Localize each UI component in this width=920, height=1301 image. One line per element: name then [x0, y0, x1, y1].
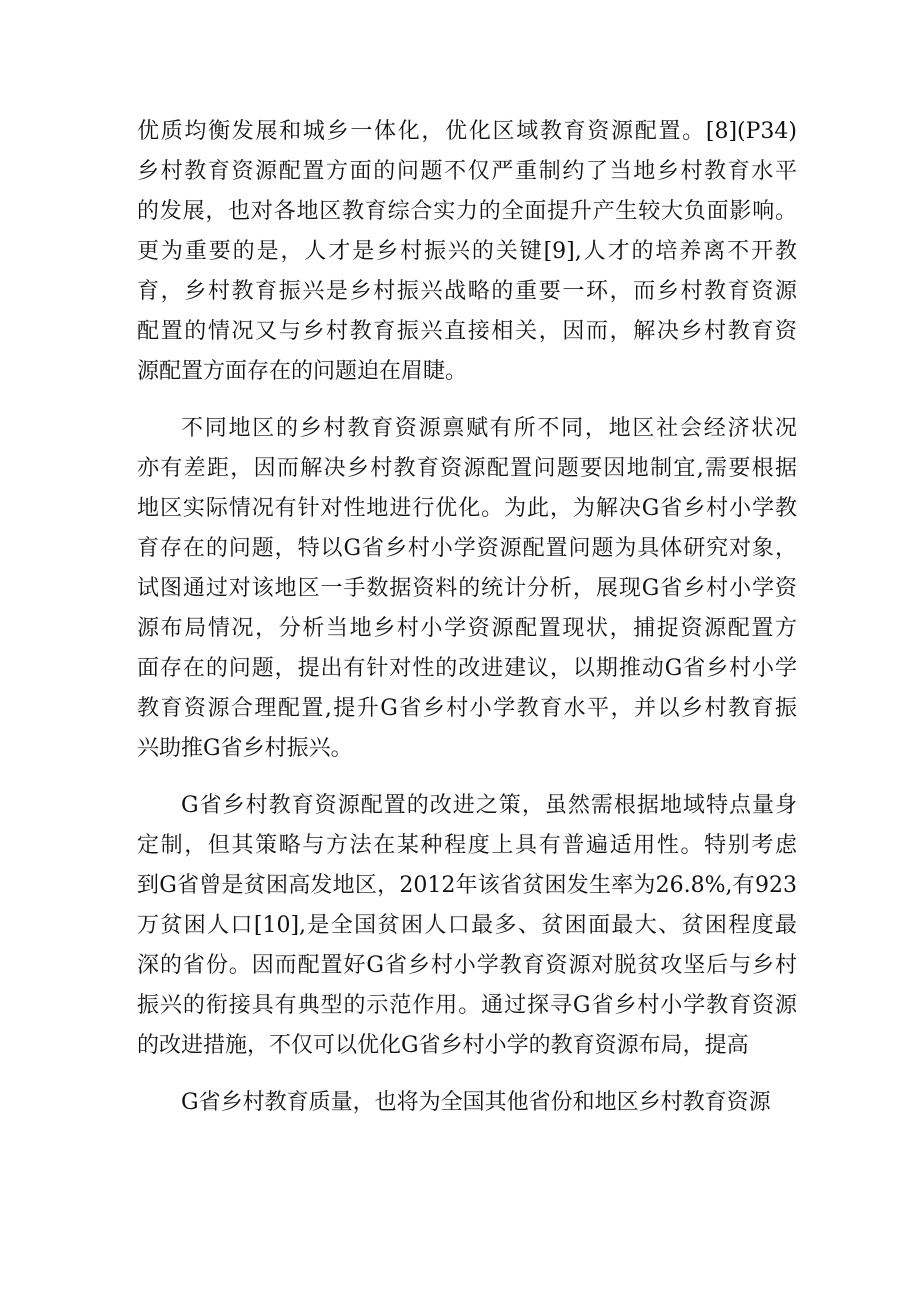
paragraph-3: [137, 786, 797, 1066]
paragraph-2: [137, 409, 797, 769]
paragraph-1-line-4: 更为重要的是，人才是乡村振兴的关键[9],人才的培养离不开教: [137, 239, 797, 264]
paragraph-2-line-9: 兴助推G省乡村振兴。: [137, 736, 353, 761]
paragraph-3-line-5: 深的省份。因而配置好G省乡村小学教育资源对脱贫攻坚后与乡村: [137, 953, 797, 978]
body-text: [137, 112, 797, 1123]
paragraph-4-line-1: G省乡村教育质量，也将为全国其他省份和地区乡村教育资源: [181, 1090, 771, 1115]
paragraph-2-line-8: 教育资源合理配置,提升G省乡村小学教育水平，并以乡村教育振: [137, 696, 797, 721]
paragraph-3-line-2: 定制，但其策略与方法在某种程度上具有普遍适用性。特别考虑: [137, 833, 797, 858]
paragraph-2-line-6: 源布局情况，分析当地乡村小学资源配置现状，捕捉资源配置方: [137, 616, 797, 641]
paragraph-1: [137, 112, 797, 392]
paragraph-1-line-6: 配置的情况又与乡村教育振兴直接相关，因而，解决乡村教育资: [137, 319, 797, 344]
paragraph-1-line-3: 的发展，也对各地区教育综合实力的全面提升产生较大负面影响。: [137, 199, 797, 224]
paragraph-3-line-1: G省乡村教育资源配置的改进之策，虽然需根据地域特点量身: [181, 793, 797, 818]
paragraph-2-line-5: 试图通过对该地区一手数据资料的统计分析，展现G省乡村小学资: [137, 576, 797, 601]
paragraph-2-line-1: 不同地区的乡村教育资源禀赋有所不同，地区社会经济状况: [181, 416, 797, 441]
paragraph-spacer: [137, 769, 797, 786]
paragraph-2-line-2: 亦有差距，因而解决乡村教育资源配置问题要因地制宜,需要根据: [137, 456, 797, 481]
paragraph-2-line-7: 面存在的问题，提出有针对性的改进建议，以期推动G省乡村小学: [137, 656, 797, 681]
paragraph-4: [137, 1083, 797, 1123]
paragraph-spacer: [137, 392, 797, 409]
paragraph-1-line-5: 育，乡村教育振兴是乡村振兴战略的重要一环，而乡村教育资源: [137, 279, 797, 304]
paragraph-2-line-4: 育存在的问题，特以G省乡村小学资源配置问题为具体研究对象，: [137, 536, 797, 561]
paragraph-2-line-3: 地区实际情况有针对性地进行优化。为此，为解决G省乡村小学教: [137, 496, 797, 521]
paragraph-3-line-7: 的改进措施，不仅可以优化G省乡村小学的教育资源布局，提高: [137, 1033, 749, 1058]
paragraph-1-line-1: 优质均衡发展和城乡一体化，优化区域教育资源配置。[8](P34): [137, 119, 797, 144]
paragraph-3-line-4: 万贫困人口[10],是全国贫困人口最多、贫困面最大、贫困程度最: [137, 913, 797, 938]
paragraph-1-line-2: 乡村教育资源配置方面的问题不仅严重制约了当地乡村教育水平: [137, 159, 797, 184]
paragraph-3-line-6: 振兴的衔接具有典型的示范作用。通过探寻G省乡村小学教育资源: [137, 993, 797, 1018]
paragraph-3-line-3: 到G省曾是贫困高发地区，2012年该省贫困发生率为26.8%,有923: [137, 873, 797, 898]
paragraph-spacer: [137, 1066, 797, 1083]
paragraph-1-line-7: 源配置方面存在的问题迫在眉睫。: [137, 359, 468, 384]
